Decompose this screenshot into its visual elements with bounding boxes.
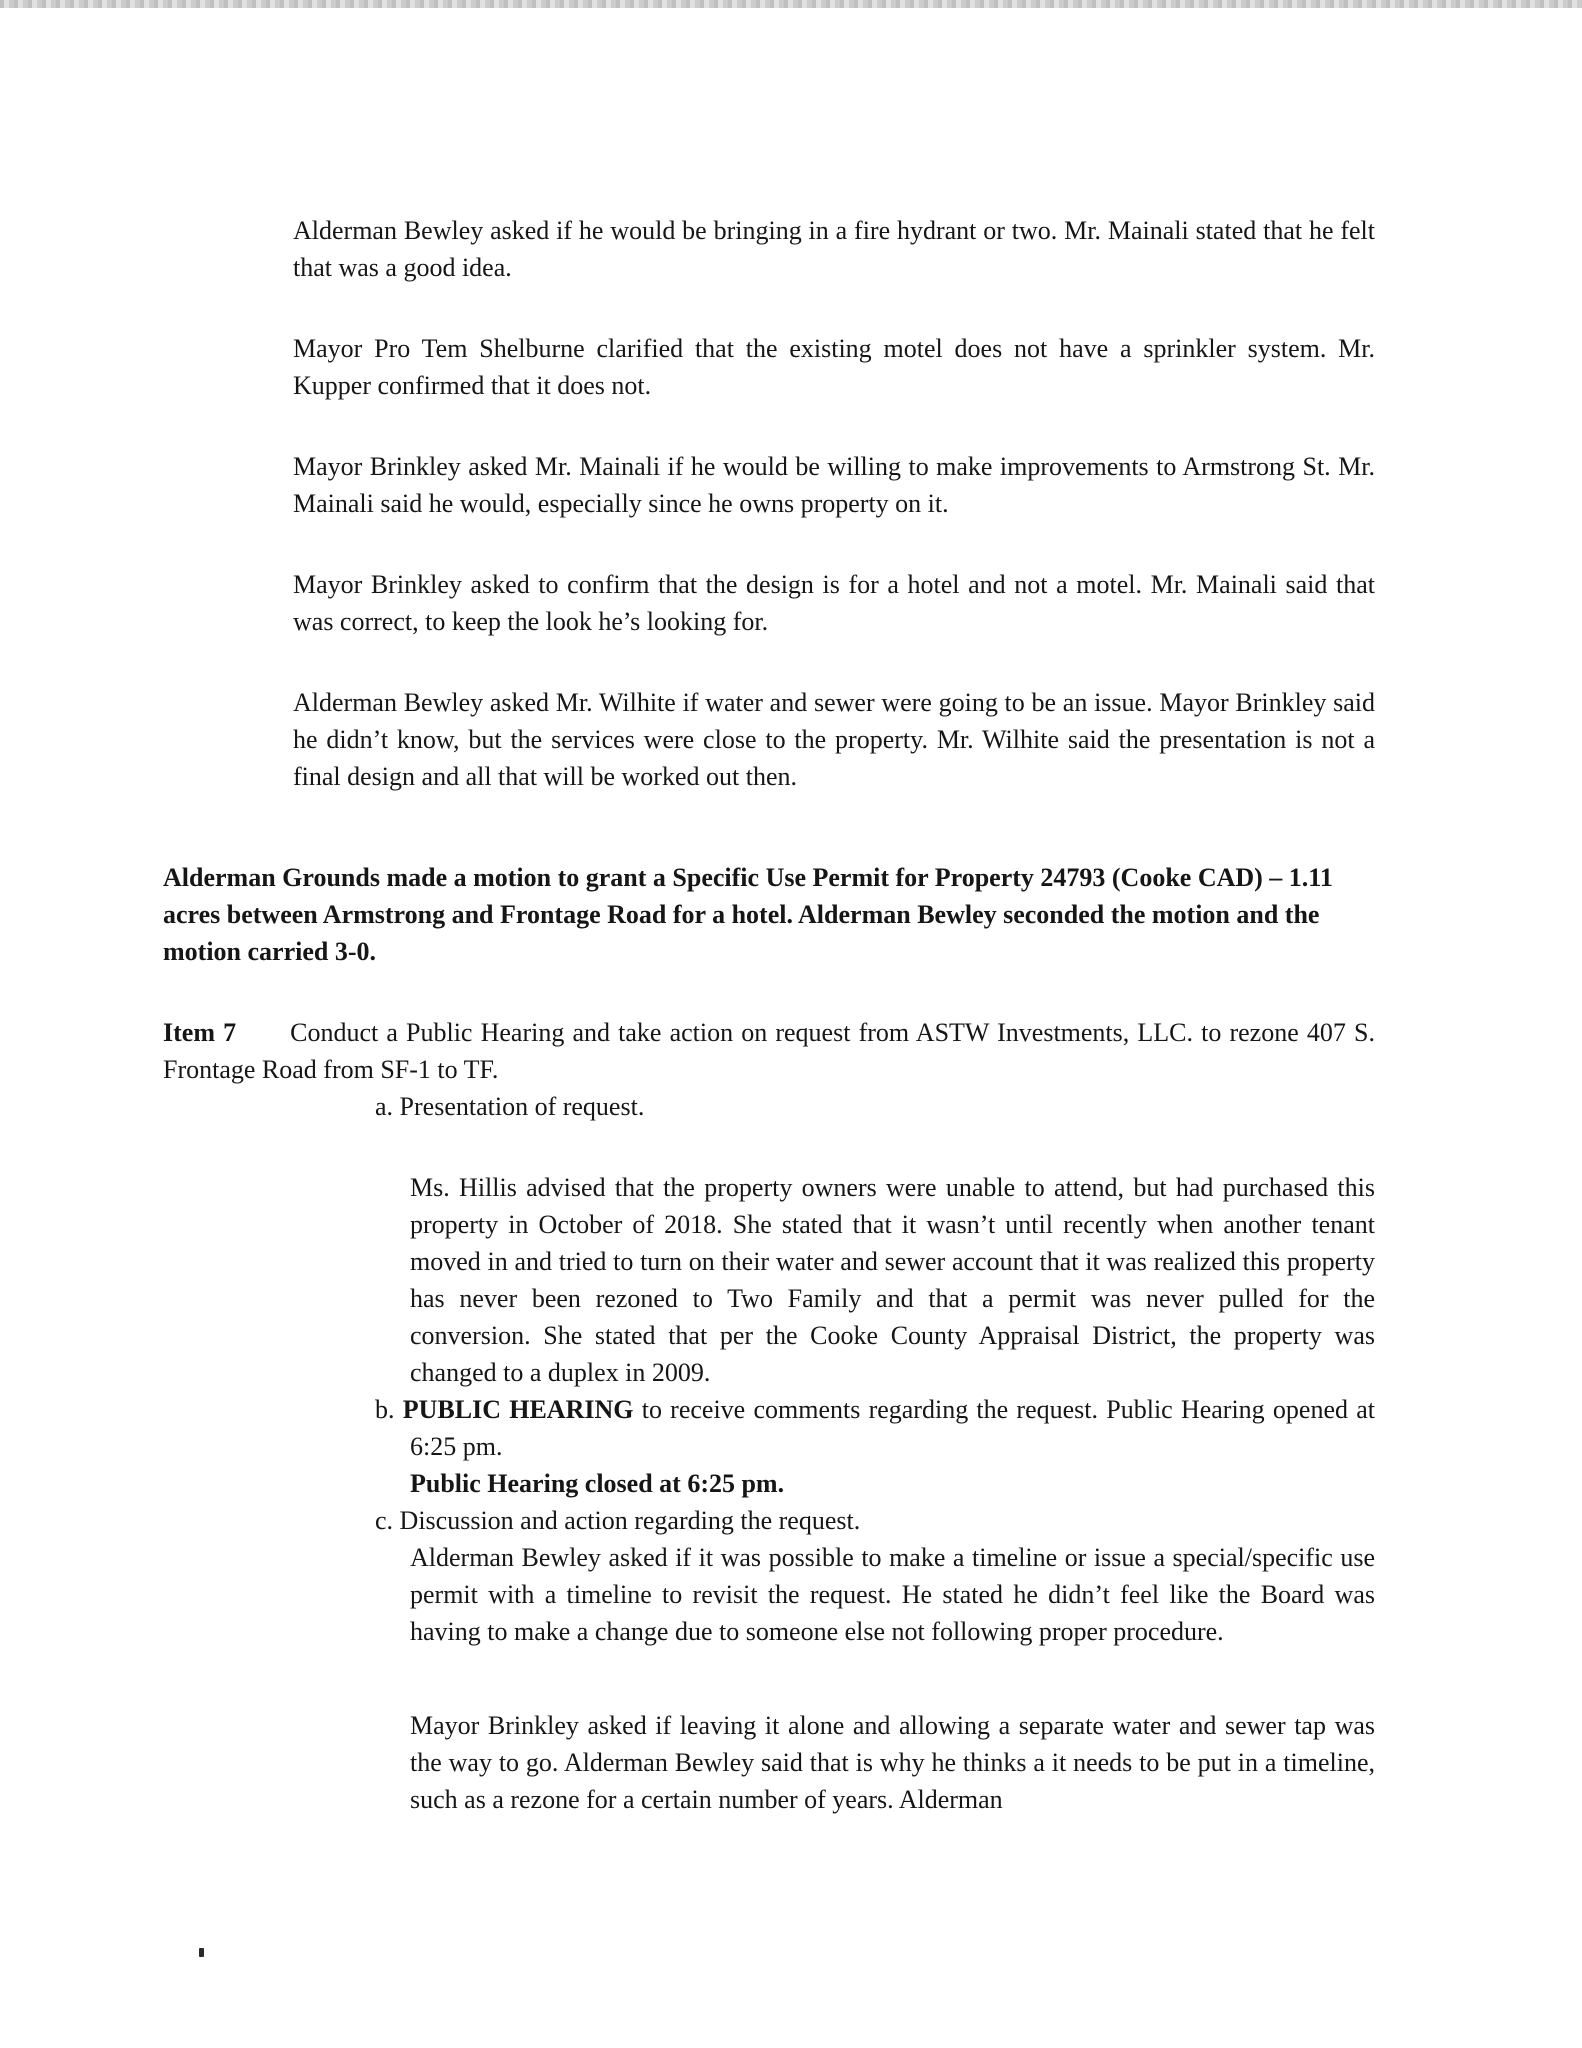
paragraph-bewley-timeline: Alderman Bewley asked if it was possible to make a timeline or issue a special/specific use permit with a timeline to revisit the request. He stated he didn’t feel like the Board was having to make a change due to someone else not following proper procedure. [410,1543,1375,1646]
paragraph-fire-hydrant: Alderman Bewley asked if he would be bringing in a fire hydrant or two. Mr. Mainali stated that he felt that was a good idea. [293,216,1375,282]
scan-edge-artifact [0,0,1582,8]
list-item-c-marker: c. [375,1506,394,1535]
paragraph-water-sewer-issue: Alderman Bewley asked Mr. Wilhite if water and sewer were going to be an issue. Mayor Brinkley said he didn’t know, but the services were close to the property. Mr. Wilhite said the presentation is not a final design and all that will be worked out then. [293,688,1375,791]
paragraph-armstrong-improvements: Mayor Brinkley asked Mr. Mainali if he would be willing to make improvements to Armstrong St. Mr. Mainali said he would, especially since he owns property on it. [293,452,1375,518]
public-hearing-label: PUBLIC HEARING [402,1395,634,1424]
paragraph-hillis-presentation: Ms. Hillis advised that the property owners were unable to attend, but had purchased this property in October of 2018. She stated that it wasn’t until recently when another tenant moved in and tried to turn on their water and sewer account that it was realized this property has never been rezoned to Two Family and that a permit was never pulled for the conversion. She stated that per the Cooke County Appraisal District, the property was changed to a duplex in 2009. [410,1173,1375,1387]
list-item-a [375,1088,1375,1125]
paragraph-sprinkler-system: Mayor Pro Tem Shelburne clarified that the existing motel does not have a sprinkler system. Mr. Kupper confirmed that it does not. [293,334,1375,400]
public-hearing-closed: Public Hearing closed at 6:25 pm. [410,1469,785,1498]
item-7-label: Item 7 [163,1018,237,1047]
list-item-c-text: Discussion and action regarding the request. [399,1506,861,1535]
list-item-a-text: Presentation of request. [399,1092,645,1121]
paragraph-hotel-not-motel: Mayor Brinkley asked to confirm that the design is for a hotel and not a motel. Mr. Mainali said that was correct, to keep the look he’s looking for. [293,570,1375,636]
list-item-b-text: to receive comments regarding the request. Public Hearing opened at 6:25 pm. [410,1395,1376,1461]
item-7-text: Conduct a Public Hearing and take action on request from ASTW Investments, LLC. to rezone 407 S. Frontage Road from SF-1 to TF. [163,1018,1375,1084]
paragraph-brinkley-separate-tap: Mayor Brinkley asked if leaving it alone and allowing a separate water and sewer tap was the way to go. Alderman Bewley said that is why he thinks a it needs to be put in a timeline, such as a rezone for a certain number of years. Alderman [410,1711,1375,1814]
list-item-c [375,1502,1375,1539]
item-7-heading [163,1014,1375,1088]
list-item-b-marker: b. [375,1395,395,1424]
list-item-b [375,1391,1376,1465]
list-item-a-marker: a. [375,1092,394,1121]
scan-speck-artifact [199,1948,204,1957]
motion-specific-use-permit: Alderman Grounds made a motion to grant a Specific Use Permit for Property 24793 (Cooke CAD) – 1.11 acres between Armstrong and Frontage Road for a hotel. Alderman Bewley seconded the motion and the motion carried 3-0. [163,863,1333,966]
